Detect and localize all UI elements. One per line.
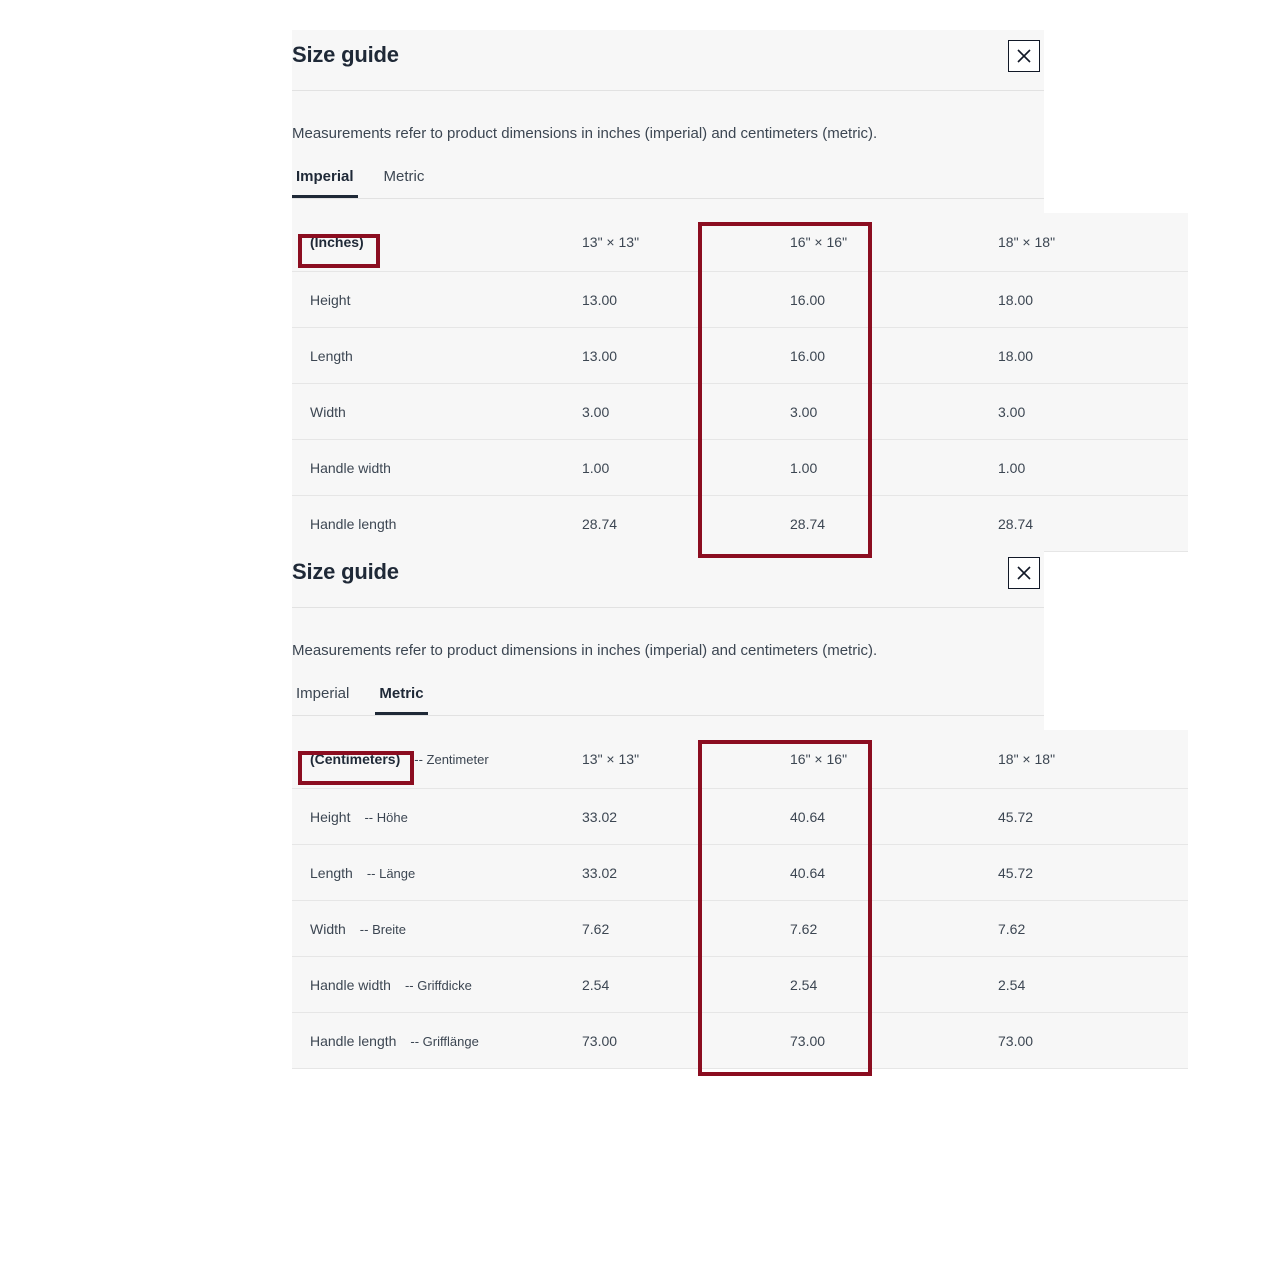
row-value: 28.74 [564,496,772,552]
row-label: Height [310,808,351,825]
row-label-cell [292,957,564,1013]
row-value: 73.00 [772,1013,980,1069]
table-row [292,496,1188,552]
row-value: 28.74 [772,496,980,552]
row-note: -- Griffdicke [404,977,472,993]
table-row [292,789,1188,845]
row-value: 73.00 [564,1013,772,1069]
size-table-imperial [292,213,1188,552]
row-value: 7.62 [564,901,772,957]
row-value: 18.00 [980,328,1188,384]
row-value: 33.02 [564,845,772,901]
size-guide-dialog-imperial [292,30,1056,552]
row-value: 45.72 [980,845,1188,901]
tab-imperial[interactable]: Imperial [292,685,353,715]
row-value: 33.02 [564,789,772,845]
row-label-cell [292,789,564,845]
row-value: 3.00 [564,384,772,440]
table-row [292,328,1188,384]
row-value: 1.00 [772,440,980,496]
row-value: 7.62 [980,901,1188,957]
row-label: Handle width [292,440,564,496]
row-note: -- Grifflänge [410,1033,479,1049]
size-table-metric [292,730,1188,1069]
unit-header-label: (Inches) [310,234,364,250]
table-row [292,901,1188,957]
dialog-description: Measurements refer to product dimensions in inches (imperial) and centimeters (metric). [292,642,878,659]
column-header-1: 13" × 13" [564,730,772,789]
row-value: 28.74 [980,496,1188,552]
row-label-cell [292,845,564,901]
dialog-description: Measurements refer to product dimensions in inches (imperial) and centimeters (metric). [292,125,878,142]
row-value: 16.00 [772,328,980,384]
row-value: 40.64 [772,845,980,901]
row-label: Handle length [310,1032,397,1049]
unit-header-cell [292,730,564,789]
row-label: Length [292,328,564,384]
row-label: Length [310,864,353,881]
row-label: Width [292,384,564,440]
dialog-header [292,30,1044,91]
close-button[interactable] [1008,40,1040,72]
table-header-row [292,730,1188,789]
row-label: Handle width [310,976,391,993]
row-value: 1.00 [980,440,1188,496]
size-guide-dialog-metric [292,547,1056,1069]
column-header-1: 13" × 13" [564,213,772,272]
row-label: Width [310,920,346,937]
row-value: 2.54 [772,957,980,1013]
row-value: 18.00 [980,272,1188,328]
column-header-3: 18" × 18" [980,730,1188,789]
tab-metric[interactable]: Metric [375,685,427,715]
row-label-cell [292,901,564,957]
page-title: Size guide [292,559,399,584]
row-label: Height [292,272,564,328]
row-value: 2.54 [980,957,1188,1013]
table-row [292,384,1188,440]
row-value: 3.00 [772,384,980,440]
close-icon [1016,48,1032,64]
row-note: -- Länge [366,865,416,881]
row-value: 16.00 [772,272,980,328]
row-value: 3.00 [980,384,1188,440]
close-icon [1016,565,1032,581]
table-row [292,957,1188,1013]
unit-header-note: -- Zentimeter [414,752,489,767]
table-row [292,440,1188,496]
row-value: 2.54 [564,957,772,1013]
table-row [292,1013,1188,1069]
dialog-header [292,547,1044,608]
table-header-row [292,213,1188,272]
row-value: 7.62 [772,901,980,957]
table-row [292,272,1188,328]
row-value: 1.00 [564,440,772,496]
column-header-3: 18" × 18" [980,213,1188,272]
unit-tabs [292,168,1044,199]
page-title: Size guide [292,42,399,67]
close-button[interactable] [1008,557,1040,589]
unit-header-label: (Centimeters) [310,751,401,767]
row-note: -- Höhe [364,809,408,825]
tab-metric[interactable]: Metric [380,168,429,198]
row-value: 73.00 [980,1013,1188,1069]
row-value: 13.00 [564,328,772,384]
row-note: -- Breite [359,921,407,937]
unit-tabs [292,685,1044,716]
row-value: 40.64 [772,789,980,845]
unit-header-cell [292,213,564,272]
row-value: 45.72 [980,789,1188,845]
tab-imperial[interactable]: Imperial [292,168,358,198]
row-label-cell [292,1013,564,1069]
table-row [292,845,1188,901]
column-header-2: 16" × 16" [772,730,980,789]
column-header-2: 16" × 16" [772,213,980,272]
row-value: 13.00 [564,272,772,328]
row-label: Handle length [292,496,564,552]
